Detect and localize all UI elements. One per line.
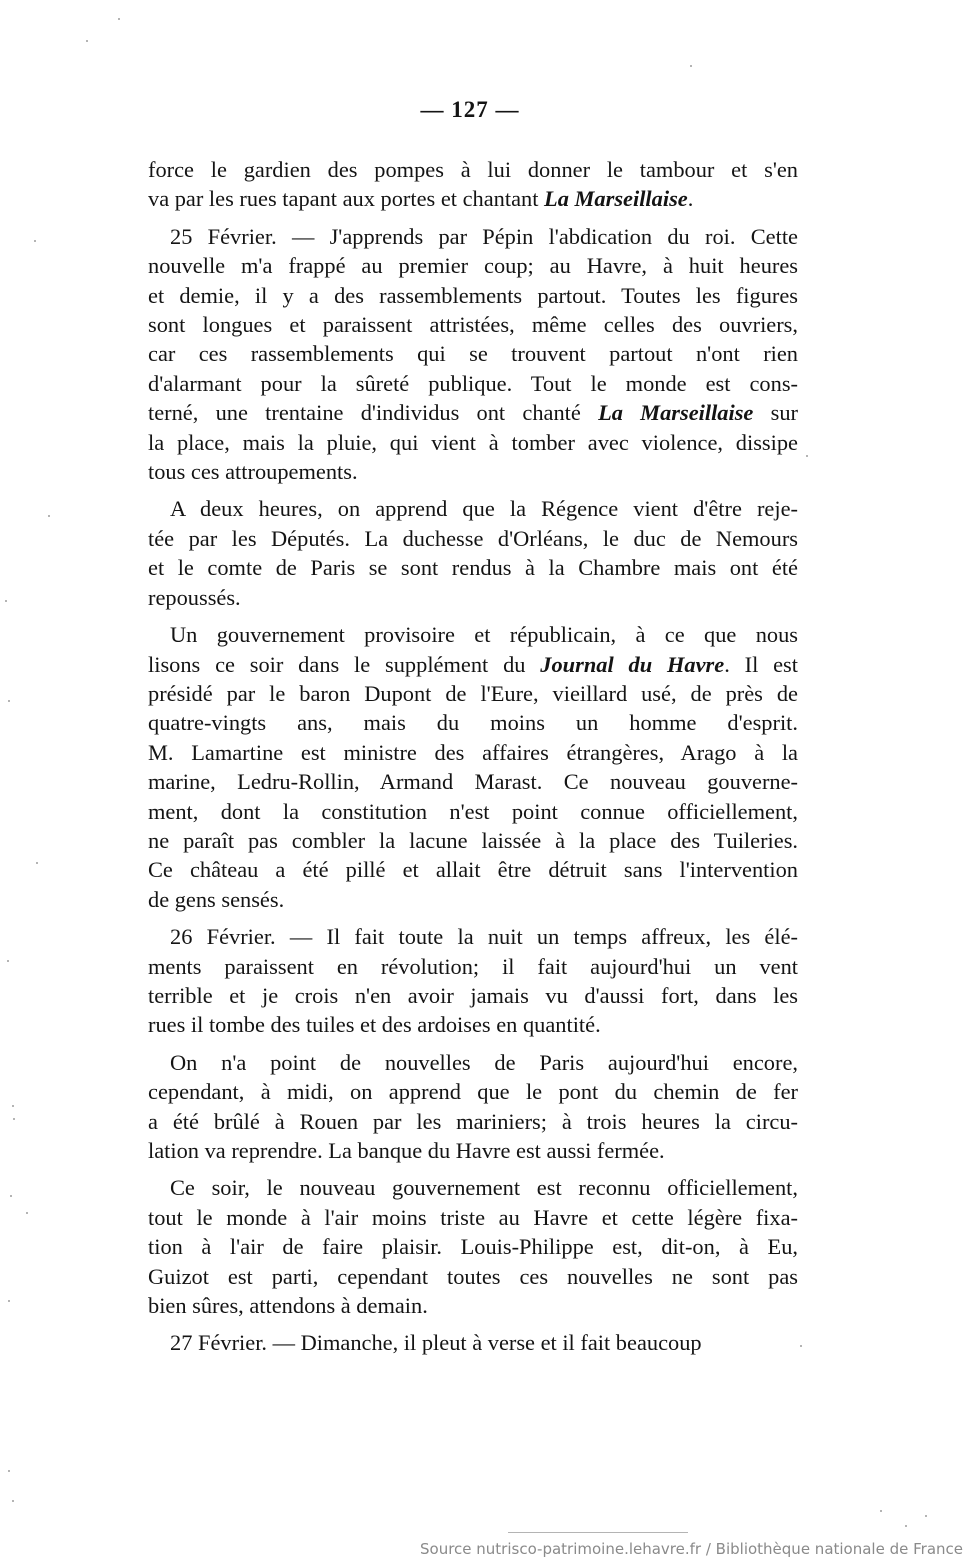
text-line: 26 Février. — Il fait toute la nuit un temps affreux, les élé- [170, 924, 798, 950]
text-line: sont longues et paraissent attristées, même celles des ouvriers, [148, 312, 798, 338]
italic-title: Journal du Havre [540, 651, 725, 677]
text-line: quatre-vingts ans, mais du moins un homme d'esprit. [148, 710, 798, 736]
text-line: bien sûres, attendons à demain. [148, 1293, 428, 1319]
paragraph [148, 1173, 798, 1320]
text-line: terrible et je crois n'en avoir jamais vu d'aussi fort, dans les [148, 982, 798, 1008]
text-line: va par les rues tapant aux portes et chantant La Marseillaise. [148, 186, 694, 212]
paragraph [148, 1048, 798, 1166]
text-line: A deux heures, on apprend que la Régence vient d'être reje- [170, 496, 798, 522]
body-text [148, 155, 798, 1366]
paragraph [148, 155, 798, 214]
page-number: — 127 — [420, 97, 520, 122]
paragraph [148, 494, 798, 612]
text-line: présidé par le baron Dupont de l'Eure, vieillard usé, de près de [148, 680, 798, 706]
text-line: Ce soir, le nouveau gouvernement est reconnu officiellement, [170, 1175, 798, 1201]
source-attribution: Source nutrisco-patrimoine.lehavre.fr / Bibliothèque nationale de France [420, 1540, 963, 1558]
text-line: lation va reprendre. La banque du Havre est aussi fermée. [148, 1138, 665, 1163]
text-line: repoussés. [148, 584, 241, 610]
text-line: tée par les Députés. La duchesse d'Orléans, le duc de Nemours [148, 525, 798, 551]
paragraph [148, 222, 798, 487]
text-line: lisons ce soir dans le supplément du Journal du Havre. Il est [148, 651, 798, 677]
text-line: a été brûlé à Rouen par les mariniers; à trois heures la circu- [148, 1108, 798, 1134]
text-line: nouvelle m'a frappé au premier coup; au Havre, à huit heures [148, 253, 798, 279]
text-line: d'alarmant pour la sûreté publique. Tout le monde est cons- [148, 370, 798, 396]
text-line: 27 Février. — Dimanche, il pleut à verse et il fait beaucoup [170, 1330, 702, 1356]
italic-title: La Marseillaise [544, 186, 688, 212]
italic-title: La Marseillaise [598, 400, 754, 426]
text-line: tion à l'air de faire plaisir. Louis-Philippe est, dit-on, à Eu, [148, 1234, 798, 1260]
text-line: M. Lamartine est ministre des affaires étrangères, Arago à la [148, 739, 798, 765]
paragraph [148, 620, 798, 914]
text-line: cependant, à midi, on apprend que le pont du chemin de fer [148, 1079, 798, 1105]
text-line: tous ces attroupements. [148, 459, 358, 485]
text-line: ne paraît pas combler la lacune laissée à la place des Tuileries. [148, 827, 798, 853]
text-line: On n'a point de nouvelles de Paris aujourd'hui encore, [170, 1049, 798, 1075]
text-line: de gens sensés. [148, 886, 285, 912]
text-line: 25 Février. — J'apprends par Pépin l'abdication du roi. Cette [170, 223, 798, 249]
paragraph [148, 1328, 798, 1357]
text-line: force le gardien des pompes à lui donner le tambour et s'en [148, 157, 798, 182]
text-line: ment, dont la constitution n'est point connue officiellement, [148, 798, 798, 824]
text-line: la place, mais la pluie, qui vient à tomber avec violence, dissipe [148, 429, 798, 455]
text-line: rues il tombe des tuiles et des ardoises en quantité. [148, 1012, 601, 1038]
paragraph [148, 922, 798, 1040]
text-line: terné, une trentaine d'individus ont chanté La Marseillaise sur [148, 400, 798, 426]
text-line: tout le monde à l'air moins triste au Havre et cette légère fixa- [148, 1204, 798, 1230]
text-line: Un gouvernement provisoire et républicain, à ce que nous [170, 622, 798, 648]
text-line: car ces rassemblements qui se trouvent partout n'ont rien [148, 341, 798, 367]
text-line: Ce château a été pillé et allait être détruit sans l'intervention [148, 857, 798, 883]
text-line: et demie, il y a des rassemblements partout. Toutes les figures [148, 282, 798, 308]
text-line: marine, Ledru-Rollin, Armand Marast. Ce nouveau gouverne- [148, 769, 798, 795]
text-line: ments paraissent en révolution; il fait aujourd'hui un vent [148, 953, 798, 979]
text-line: et le comte de Paris se sont rendus à la Chambre mais ont été [148, 555, 798, 581]
text-line: Guizot est parti, cependant toutes ces nouvelles ne sont pas [148, 1263, 798, 1289]
